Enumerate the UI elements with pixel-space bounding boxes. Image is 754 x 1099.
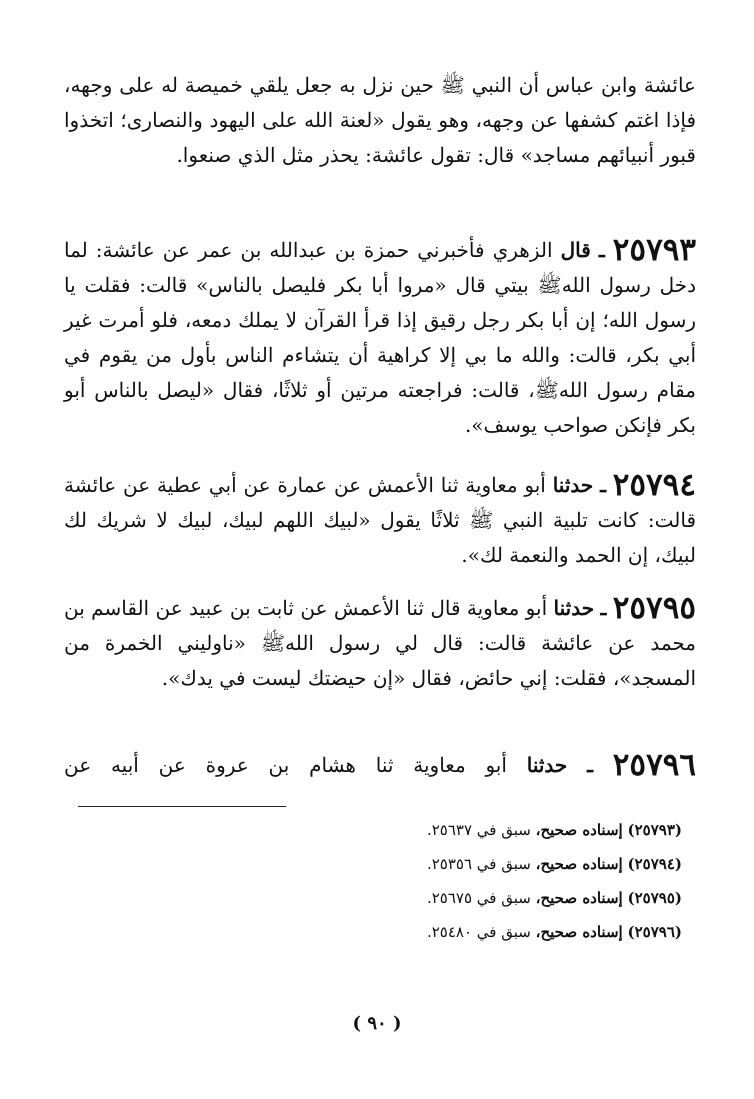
hadith-number: ٢٥٧٩٤ <box>612 467 696 503</box>
footnote-text: سبق في ٢٥٣٥٦. <box>426 855 531 873</box>
hadith-text: الزهري فأخبرني حمزة بن عبدالله بن عمر عن عائشة: لما دخل رسول اللهﷺ بيتي قال «مروا أبا بكر فليصل بالناس» قالت: فقلت يا رسول الله؛ إن أبا بكر رجل رقيق إذا قرأ القرآن لا يملك دمعه، فلو أمرت غير أبي بكر، قالت: والله ما بي إلا كراهية أن يتشاءم الناس بأول من يقوم في مقام رسول اللهﷺ، قالت: فراجعته مرتين أو ثلاثًا، فقال «ليصل بالناس أبو بكر فإنكن صواحب يوسف». <box>64 238 696 437</box>
footnote-text: سبق في ٢٥٦٣٧. <box>426 821 531 839</box>
footnote-text: سبق في ٢٥٤٨٠. <box>426 923 531 941</box>
hadith-text: أبو معاوية ثنا هشام بن عروة عن أبيه عن <box>64 753 507 777</box>
hadith-number: ٢٥٧٩٦ <box>612 747 697 783</box>
hadith-paragraph-continued <box>64 68 696 173</box>
footnote <box>122 921 682 943</box>
hadith-text: أبو معاوية قال ثنا الأعمش عن ثابت بن عبيد عن القاسم بن محمد عن عائشة قالت: قال لي رسول اللهﷺ «ناوليني الخمرة من المسجد»، فقلت: إني حائض، فقال «إن حيضتك ليست في يدك». <box>64 596 696 690</box>
footnote-grade: إسناده صحيح، <box>535 923 623 941</box>
footnote-grade: إسناده صحيح، <box>535 889 623 907</box>
footnote-number: (٢٥٧٩٤) <box>627 855 682 873</box>
hadith-lead-word: قال <box>560 238 591 262</box>
footnote <box>122 853 682 875</box>
hadith-25793 <box>64 233 696 443</box>
hadith-lead-word: حدثنا <box>552 473 594 497</box>
hadith-number: ٢٥٧٩٣ <box>612 232 697 268</box>
footnote-text: سبق في ٢٥٦٧٥. <box>426 889 531 907</box>
footnote-number: (٢٥٧٩٣) <box>627 821 682 839</box>
hadith-text: عائشة وابن عباس أن النبي ﷺ حين نزل به جعل يلقي خميصة له على وجهه، فإذا اغتم كشفها عن وجهه، وهو يقول «لعنة الله على اليهود والنصارى؛ اتخذوا قبور أنبيائهم مساجد» قال: تقول عائشة: يحذر مثل الذي صنعوا. <box>64 73 696 167</box>
hadith-dash: ـ <box>587 753 593 777</box>
hadith-25796 <box>64 748 696 783</box>
hadith-text: أبو معاوية ثنا الأعمش عن عمارة عن أبي عطية عن عائشة قالت: كانت تلبية النبي ﷺ ثلاثًا يقول «لبيك اللهم لبيك، لبيك لا شريك لك لبيك، إن الحمد والنعمة لك». <box>64 473 696 567</box>
footnote-separator <box>78 806 286 807</box>
hadith-dash: ـ <box>598 238 605 262</box>
hadith-25795 <box>64 591 696 696</box>
footnote <box>122 819 682 841</box>
hadith-lead-word: حدثنا <box>526 753 568 777</box>
hadith-lead-word: حدثنا <box>553 596 595 620</box>
hadith-dash: ـ <box>600 473 606 497</box>
footnote-grade: إسناده صحيح، <box>535 821 623 839</box>
page-number: ( ٩٠ ) <box>352 1013 402 1034</box>
hadith-number: ٢٥٧٩٥ <box>612 590 697 626</box>
hadith-dash: ـ <box>600 596 607 620</box>
footnote-grade: إسناده صحيح، <box>535 855 623 873</box>
footnote <box>122 887 682 909</box>
footnote-number: (٢٥٧٩٦) <box>627 923 682 941</box>
hadith-25794 <box>64 468 696 573</box>
footnote-number: (٢٥٧٩٥) <box>627 889 682 907</box>
